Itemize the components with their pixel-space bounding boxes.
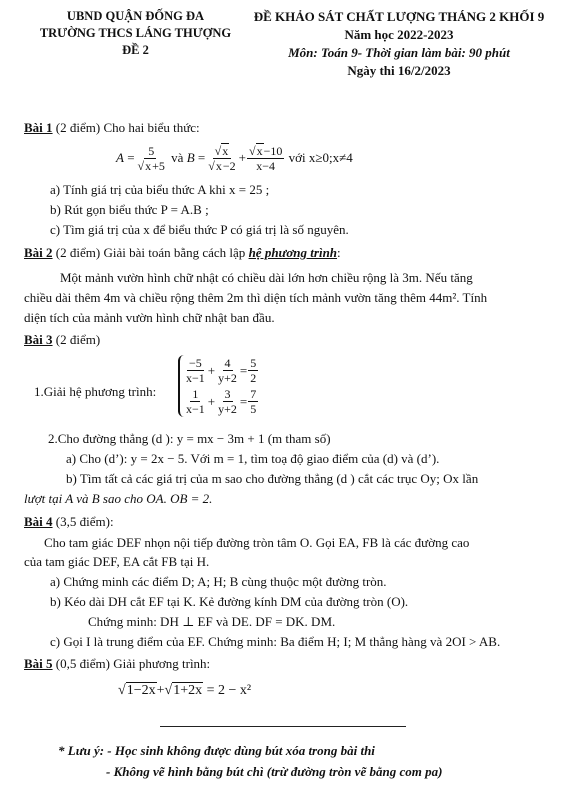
bai3-b1: b) Tìm tất cả các giá trị của m sao cho đường thẳng (d ) cắt các trục Oy; Ox lần <box>66 471 479 486</box>
subject-time: Môn: Toán 9- Thời gian làm bài: 90 phút <box>288 45 510 60</box>
bai3-title: Bài 3 (2 điểm) <box>24 332 101 347</box>
note-line-1: * Lưu ý: - Học sinh không được dùng bút xóa trong bài thi <box>58 743 375 758</box>
bai4-b2: Chứng minh: DH ⊥ EF và DE. DF = DK. DM. <box>88 614 336 629</box>
bai4-b: b) Kéo dài DH cắt EF tại K. Kẻ đường kính DM của đường tròn (O). <box>50 594 409 609</box>
equation-2: $\frac{1}{x-1}$ + $\frac{3}{y+2}$ = $\frac{7}{5}$ <box>186 387 257 416</box>
bai3-q1: 1.Giải hệ phương trình: <box>34 384 157 399</box>
school-name: TRƯỜNG THCS LÁNG THƯỢNG <box>39 26 232 40</box>
bai4-a: a) Chứng minh các điểm D; A; H; B cùng thuộc một đường tròn. <box>50 574 387 589</box>
bai2-p2: chiều dài thêm 4m và chiều rộng thêm 2m thì diện tích mảnh vườn tăng thêm 44m². Tính <box>24 290 488 305</box>
district-name: UBND QUẬN ĐỐNG ĐA <box>66 9 205 23</box>
equation-1: $\frac{-5}{x-1}$ + $\frac{4}{y+2}$ = $\frac{5}{2}$ <box>186 356 257 385</box>
divider-line <box>160 726 406 727</box>
bai3-a: a) Cho (d’): y = 2x − 5. Với m = 1, tìm toạ độ giao điểm của (d) và (d’). <box>66 451 440 466</box>
bai1-title: Bài 1 (2 điểm) Cho hai biểu thức: <box>24 120 200 135</box>
exam-title: ĐỀ KHẢO SÁT CHẤT LƯỢNG THÁNG 2 KHỐI 9 <box>253 9 545 24</box>
bai2-p1: Một mảnh vườn hình chữ nhật có chiều dài lớn hơn chiều rộng là 3m. Nếu tăng <box>60 270 473 285</box>
bai3-q2: 2.Cho đường thẳng (d ): y = mx − 3m + 1 (m tham số) <box>48 431 331 446</box>
fraction-B2: $\frac{√x-10}{x-4}$ <box>248 143 283 173</box>
bai3-b2: lượt tại A và B sao cho OA. OB = 2. <box>24 491 213 506</box>
bai4-title: Bài 4 (3,5 điểm): <box>24 514 114 529</box>
bai1-a: a) Tính giá trị của biểu thức A khi x = 25 ; <box>50 182 270 197</box>
header-left <box>8 8 263 59</box>
note-line-2: - Không vẽ hình bằng bút chì (trừ đường tròn vẽ bằng com pa) <box>106 764 443 779</box>
bai2-p3: diện tích của mảnh vườn hình chữ nhật ban đầu. <box>24 310 275 325</box>
equation-system <box>178 355 259 417</box>
exam-code: ĐỀ 2 <box>122 43 149 57</box>
exam-date: Ngày thi 16/2/2023 <box>347 63 451 78</box>
bai4-p1: Cho tam giác DEF nhọn nội tiếp đường tròn tâm O. Gọi EA, FB là các đường cao <box>44 535 470 550</box>
bai1-expressions: A = $\frac{5}{√x+5}$ và B = $\frac{√x}{√x-2}$ + $\frac{√x-10}{x-4}$ với x≥0;x≠4 <box>116 143 353 173</box>
condition: với x≥0;x≠4 <box>288 150 353 165</box>
fraction-A: $\frac{5}{√x+5}$ <box>137 143 165 173</box>
bai5-equation: √1−2x+√1+2x = 2 − x² <box>118 683 252 698</box>
bai4-c: c) Gọi I là trung điểm của EF. Chứng minh: Ba điểm H; I; M thẳng hàng và 2OI > AB. <box>50 634 501 649</box>
header-right <box>236 8 562 80</box>
bai2-title: Bài 2 (2 điểm) Giải bài toán bằng cách lập hệ phương trình: <box>24 245 341 260</box>
bai5-title: Bài 5 (0,5 điểm) Giải phương trình: <box>24 656 211 671</box>
school-year: Năm học 2022-2023 <box>344 27 454 42</box>
bai1-c: c) Tìm giá trị của x để biểu thức P có giá trị là số nguyên. <box>50 222 349 237</box>
bai1-b: b) Rút gọn biểu thức P = A.B ; <box>50 202 209 217</box>
bai4-p2: của tam giác DEF, EA cắt FB tại H. <box>24 554 210 569</box>
fraction-B1: $\frac{√x}{√x-2}$ <box>208 143 236 173</box>
